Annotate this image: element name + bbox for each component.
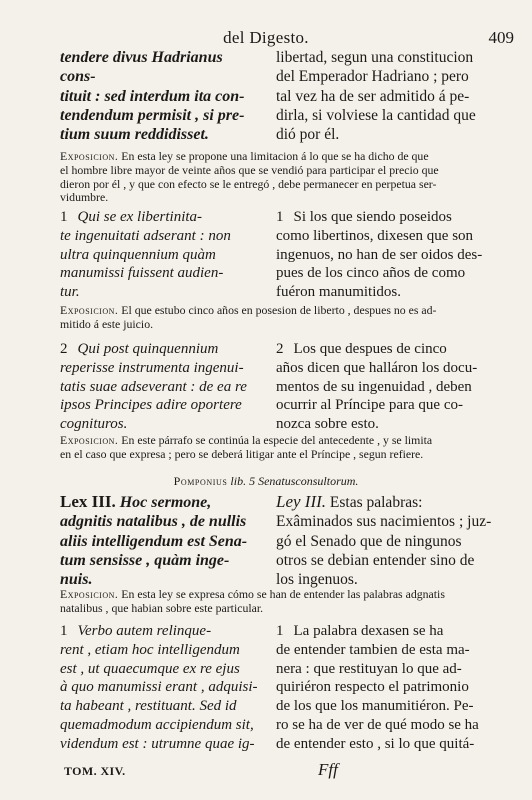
- latin-line: videndum est : utrumne quae ig-: [60, 735, 255, 752]
- note-line: mitido á este juicio.: [60, 316, 154, 331]
- paragraph-number: 1: [60, 209, 68, 225]
- running-title: del Digesto.: [223, 28, 309, 47]
- note-line: En esta ley se propone una limitacion á lo que se ha dicho de que: [121, 149, 429, 163]
- exposicion-note: [60, 304, 504, 332]
- source-author: Pomponius: [173, 474, 228, 488]
- ley-heading: Ley III.: [276, 492, 327, 511]
- spanish-line: gó el Senado que de ningunos: [276, 532, 462, 550]
- latin-column: [60, 48, 260, 144]
- spanish-line: del Emperador Hadriano ; pero: [276, 68, 469, 86]
- spanish-line: Si los que siendo poseidos: [293, 209, 452, 225]
- spanish-line: fuéron manumitidos.: [276, 284, 401, 301]
- exposicion-label: Exposicion.: [60, 433, 119, 447]
- exposicion-label: Exposicion.: [60, 303, 119, 317]
- latin-line: est , ut quaecumque ex re ejus: [60, 660, 240, 677]
- spanish-line: como libertinos, dixesen que son: [276, 227, 474, 244]
- spanish-line: ro se ha de ver de qué modo se ha: [276, 716, 479, 733]
- latin-line: adgnitis natalibus , de nullis: [60, 513, 247, 531]
- spanish-line: dió por él.: [276, 126, 340, 144]
- latin-column: [60, 492, 260, 589]
- latin-line: manumissi fuissent audien-: [60, 265, 224, 282]
- latin-line: tituit : sed interdum ita con-: [60, 87, 245, 105]
- spanish-line: dirla, si volviese la cantidad que: [276, 106, 476, 124]
- spanish-line: La palabra dexasen se ha: [293, 623, 444, 639]
- latin-line: ultra quinquennium quàm: [60, 246, 216, 263]
- latin-line: aliis intelligendum est Sena-: [60, 532, 248, 550]
- spanish-line: Los que despues de cinco: [293, 341, 447, 357]
- latin-line: à quo manumissi erant , adquisi-: [60, 679, 258, 696]
- page-number: 409: [488, 28, 514, 47]
- spanish-line: tal vez ha de ser admitido á pe-: [276, 87, 470, 105]
- latin-line: tatis suae adseverant : de ea re: [60, 378, 247, 395]
- exposicion-note: [60, 434, 504, 462]
- latin-line: ipsos Principes adire oportere: [60, 397, 242, 414]
- signature-mark: Fff: [318, 760, 338, 779]
- spanish-column: [276, 48, 504, 144]
- latin-line: tum sensisse , quàm inge-: [60, 551, 230, 569]
- spanish-line: otros se debian entender sino de: [276, 551, 475, 569]
- spanish-line: de entender esto , si lo que quitá-: [276, 735, 475, 752]
- spanish-line: de los que los manumitiéron. Pe-: [276, 698, 474, 715]
- spanish-column: [276, 492, 504, 589]
- paragraph-number: 1: [276, 623, 284, 639]
- latin-line: reperisse instrumenta ingenui-: [60, 359, 244, 376]
- spanish-line: los ingenuos.: [276, 571, 358, 589]
- note-line: vidumbre.: [60, 190, 109, 205]
- spanish-line: de entender tambien de esta ma-: [276, 641, 470, 658]
- latin-line: Verbo autem relinque-: [77, 623, 212, 639]
- spanish-line: nozca sobre esto.: [276, 416, 379, 433]
- note-line: El que estubo cinco años en posesion de liberto , despues no es ad-: [121, 303, 437, 317]
- latin-line: rent , etiam hoc intelligendum: [60, 641, 240, 658]
- spanish-column: [276, 208, 504, 302]
- paragraph-number: 1: [276, 209, 284, 225]
- spanish-line: años dicen que halláron los docu-: [276, 359, 478, 376]
- spanish-column: [276, 340, 504, 434]
- spanish-line: ingenuos, no han de ser oidos des-: [276, 246, 483, 263]
- latin-column: [60, 622, 260, 754]
- note-line: en el caso que expresa ; pero se deberá litigar ante el Príncipe , segun refiere.: [60, 446, 424, 461]
- latin-line: ta habeant , restituant. Sed id: [60, 698, 237, 715]
- spanish-line: Estas palabras:: [329, 494, 423, 511]
- latin-line: quemadmodum accipiendum sit,: [60, 716, 254, 733]
- paragraph-number: 1: [60, 623, 68, 639]
- exposicion-note: [60, 150, 504, 205]
- source-book: lib. 5: [230, 474, 256, 488]
- latin-line: cognituros.: [60, 416, 128, 433]
- source-work: Senatusconsultorum.: [258, 474, 359, 488]
- spanish-line: nera : que restituyan lo que ad-: [276, 660, 462, 677]
- latin-line: Qui post quinquennium: [77, 341, 219, 357]
- spanish-line: quiriéron respecto el patrimonio: [276, 679, 469, 696]
- spanish-line: pues de los cinco años de como: [276, 265, 466, 282]
- paragraph-number: 2: [276, 341, 284, 357]
- spanish-line: ocurrir al Príncipe para que co-: [276, 397, 463, 414]
- spanish-line: libertad, segun una constitucion: [276, 49, 474, 66]
- latin-line: nuis.: [60, 571, 93, 589]
- note-line: el hombre libre mayor de veinte años que se vendió para participar el precio que: [60, 162, 439, 177]
- exposicion-label: Exposicion.: [60, 149, 119, 163]
- note-line: En este párrafo se continúa la especie del antecedente , y se limita: [121, 433, 433, 447]
- lex-heading: Lex III.: [60, 492, 116, 511]
- note-line: dieron por él , y que con efecto se le entregó , debe permanecer en perpetua ser-: [60, 176, 437, 191]
- source-attribution: [0, 474, 532, 489]
- latin-line: Hoc sermone,: [119, 494, 212, 511]
- latin-line: tendere divus Hadrianus cons-: [60, 49, 223, 86]
- latin-line: te ingenuitati adserant : non: [60, 227, 231, 244]
- latin-column: [60, 340, 260, 434]
- spanish-column: [276, 622, 504, 754]
- latin-line: Qui se ex libertinita-: [77, 209, 203, 225]
- spanish-line: mentos de su ingenuidad , deben: [276, 378, 472, 395]
- spanish-line: Exâminados sus nacimientos ; juz-: [276, 513, 492, 531]
- latin-column: [60, 208, 260, 302]
- note-line: natalibus , que habian sobre este particular.: [60, 600, 264, 615]
- volume-number: TOM. XIV.: [64, 764, 126, 778]
- exposicion-label: Exposicion.: [60, 587, 119, 601]
- latin-line: tur.: [60, 284, 80, 301]
- exposicion-note: [60, 588, 504, 616]
- paragraph-number: 2: [60, 341, 68, 357]
- latin-line: tium suum reddidisset.: [60, 126, 209, 144]
- note-line: En esta ley se expresa cómo se han de entender las palabras adgnatis: [121, 587, 445, 601]
- latin-line: tendendum permisit , si pre-: [60, 106, 245, 124]
